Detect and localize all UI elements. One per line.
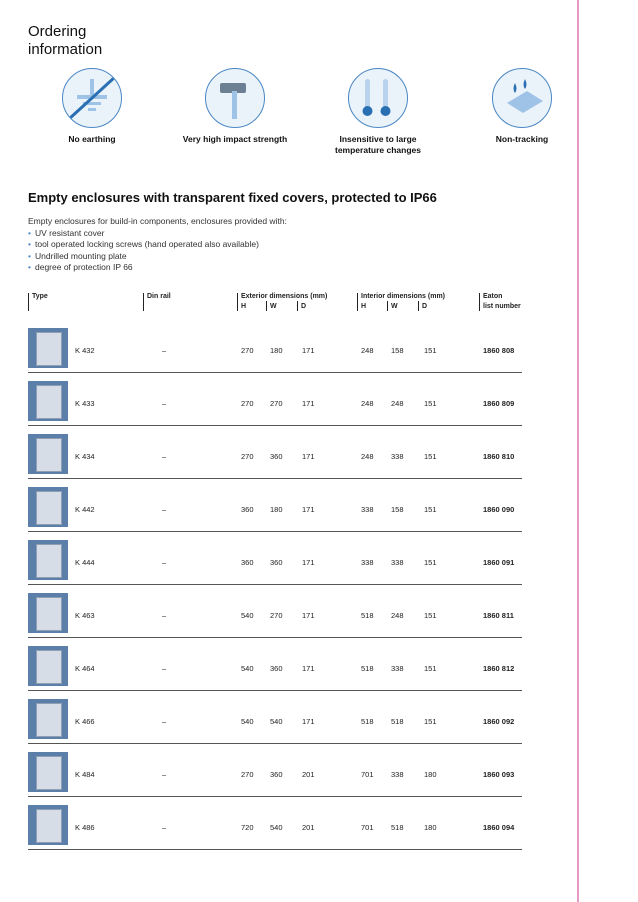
feature-no-earthing: No earthing bbox=[22, 68, 162, 145]
col-type: Type bbox=[32, 293, 48, 300]
cell-int-d: 180 bbox=[424, 770, 437, 779]
cell-type: K 444 bbox=[75, 558, 95, 567]
cell-type: K 484 bbox=[75, 770, 95, 779]
cell-ext-h: 540 bbox=[241, 717, 254, 726]
cell-int-w: 338 bbox=[391, 558, 404, 567]
enclosure-image bbox=[28, 752, 68, 792]
cell-int-d: 151 bbox=[424, 346, 437, 355]
cell-ext-d: 171 bbox=[302, 452, 315, 461]
enclosure-image bbox=[28, 646, 68, 686]
cell-int-w: 518 bbox=[391, 823, 404, 832]
cell-int-h: 338 bbox=[361, 505, 374, 514]
cell-type: K 486 bbox=[75, 823, 95, 832]
cell-int-d: 151 bbox=[424, 452, 437, 461]
cell-int-d: 151 bbox=[424, 717, 437, 726]
cell-ext-h: 720 bbox=[241, 823, 254, 832]
cell-int-h: 701 bbox=[361, 823, 374, 832]
cell-int-d: 151 bbox=[424, 558, 437, 567]
cell-int-d: 151 bbox=[424, 611, 437, 620]
cell-type: K 463 bbox=[75, 611, 95, 620]
cell-eaton: 1860 810 bbox=[483, 452, 515, 461]
cell-ext-w: 270 bbox=[270, 399, 283, 408]
cell-ext-h: 270 bbox=[241, 452, 254, 461]
cell-din-rail: – bbox=[162, 611, 167, 620]
intro-text: Empty enclosures for build-in components, enclosures provided with: • UV resistant cover • tool operated locking screws (hand operated also available) • Undrilled mounting plate • degree of protection IP 66 bbox=[28, 216, 287, 274]
cell-type: K 434 bbox=[75, 452, 95, 461]
table-row bbox=[0, 320, 577, 373]
cell-int-w: 158 bbox=[391, 505, 404, 514]
cell-type: K 442 bbox=[75, 505, 95, 514]
feature-icons bbox=[0, 68, 577, 168]
cell-eaton: 1860 811 bbox=[483, 611, 514, 620]
cell-ext-w: 360 bbox=[270, 770, 283, 779]
cell-int-w: 518 bbox=[391, 717, 404, 726]
enclosure-image bbox=[28, 434, 68, 474]
cell-int-d: 151 bbox=[424, 505, 437, 514]
cell-int-h: 248 bbox=[361, 399, 374, 408]
cell-eaton: 1860 092 bbox=[483, 717, 515, 726]
table-row bbox=[0, 426, 577, 479]
cell-ext-h: 540 bbox=[241, 611, 254, 620]
cell-int-h: 338 bbox=[361, 558, 374, 567]
cell-ext-w: 540 bbox=[270, 823, 283, 832]
cell-int-w: 248 bbox=[391, 611, 404, 620]
non-tracking-icon bbox=[492, 68, 552, 128]
bullet-item: • degree of protection IP 66 bbox=[28, 262, 287, 274]
cell-ext-h: 360 bbox=[241, 505, 254, 514]
table-row bbox=[0, 532, 577, 585]
cell-ext-d: 171 bbox=[302, 611, 315, 620]
bullet-item: • tool operated locking screws (hand operated also available) bbox=[28, 239, 287, 251]
cell-din-rail: – bbox=[162, 346, 167, 355]
cell-ext-h: 540 bbox=[241, 664, 254, 673]
col-eaton: Eaton bbox=[483, 293, 503, 300]
cell-int-w: 158 bbox=[391, 346, 404, 355]
table-row bbox=[0, 744, 577, 797]
cell-ext-d: 201 bbox=[302, 823, 315, 832]
cell-din-rail: – bbox=[162, 505, 167, 514]
cell-din-rail: – bbox=[162, 770, 167, 779]
cell-int-w: 338 bbox=[391, 664, 404, 673]
no-earthing-icon bbox=[62, 68, 122, 128]
cell-ext-d: 171 bbox=[302, 717, 315, 726]
cell-int-w: 248 bbox=[391, 399, 404, 408]
cell-eaton: 1860 090 bbox=[483, 505, 515, 514]
cell-int-w: 338 bbox=[391, 770, 404, 779]
cell-eaton: 1860 808 bbox=[483, 346, 515, 355]
enclosure-image bbox=[28, 593, 68, 633]
enclosure-image bbox=[28, 381, 68, 421]
page-heading: Ordering information bbox=[28, 23, 103, 58]
cell-ext-d: 171 bbox=[302, 664, 315, 673]
cell-ext-d: 171 bbox=[302, 505, 315, 514]
cell-ext-w: 540 bbox=[270, 717, 283, 726]
cell-ext-w: 180 bbox=[270, 505, 283, 514]
bullet-item: • Undrilled mounting plate bbox=[28, 251, 287, 263]
cell-int-h: 248 bbox=[361, 452, 374, 461]
cell-type: K 432 bbox=[75, 346, 95, 355]
cell-ext-h: 270 bbox=[241, 346, 254, 355]
enclosure-image bbox=[28, 328, 68, 368]
cell-type: K 466 bbox=[75, 717, 95, 726]
cell-ext-w: 360 bbox=[270, 452, 283, 461]
table-row bbox=[0, 373, 577, 426]
cell-eaton: 1860 091 bbox=[483, 558, 515, 567]
feature-temperature: Insensitive to large temperature changes bbox=[308, 68, 448, 156]
enclosure-image bbox=[28, 805, 68, 845]
cell-din-rail: – bbox=[162, 717, 167, 726]
col-din-rail: Din rail bbox=[147, 293, 171, 300]
cell-eaton: 1860 809 bbox=[483, 399, 515, 408]
cell-ext-w: 360 bbox=[270, 664, 283, 673]
table-row bbox=[0, 797, 577, 850]
cell-ext-w: 270 bbox=[270, 611, 283, 620]
cell-ext-w: 180 bbox=[270, 346, 283, 355]
cell-type: K 464 bbox=[75, 664, 95, 673]
cell-ext-w: 360 bbox=[270, 558, 283, 567]
cell-ext-d: 171 bbox=[302, 399, 315, 408]
hammer-icon bbox=[205, 68, 265, 128]
thermometer-icon bbox=[348, 68, 408, 128]
cell-int-h: 518 bbox=[361, 717, 374, 726]
cell-int-h: 701 bbox=[361, 770, 374, 779]
table-row bbox=[0, 638, 577, 691]
cell-int-h: 518 bbox=[361, 611, 374, 620]
cell-int-d: 151 bbox=[424, 664, 437, 673]
enclosure-image bbox=[28, 699, 68, 739]
cell-ext-h: 270 bbox=[241, 399, 254, 408]
cell-ext-d: 171 bbox=[302, 558, 315, 567]
enclosure-image bbox=[28, 540, 68, 580]
cell-int-d: 180 bbox=[424, 823, 437, 832]
section-title: Empty enclosures with transparent fixed covers, protected to IP66 bbox=[28, 190, 437, 205]
col-exterior: Exterior dimensions (mm) bbox=[241, 293, 328, 300]
cell-int-h: 518 bbox=[361, 664, 374, 673]
table-row bbox=[0, 585, 577, 638]
cell-int-w: 338 bbox=[391, 452, 404, 461]
cell-eaton: 1860 093 bbox=[483, 770, 515, 779]
cell-din-rail: – bbox=[162, 823, 167, 832]
bullet-item: • UV resistant cover bbox=[28, 228, 287, 240]
cell-eaton: 1860 812 bbox=[483, 664, 515, 673]
cell-ext-d: 171 bbox=[302, 346, 315, 355]
cell-type: K 433 bbox=[75, 399, 95, 408]
cell-ext-h: 360 bbox=[241, 558, 254, 567]
cell-din-rail: – bbox=[162, 558, 167, 567]
feature-non-tracking: Non-tracking bbox=[452, 68, 592, 145]
cell-din-rail: – bbox=[162, 664, 167, 673]
cell-din-rail: – bbox=[162, 452, 167, 461]
cell-ext-h: 270 bbox=[241, 770, 254, 779]
enclosure-image bbox=[28, 487, 68, 527]
cell-int-d: 151 bbox=[424, 399, 437, 408]
table-row bbox=[0, 479, 577, 532]
cell-int-h: 248 bbox=[361, 346, 374, 355]
cell-din-rail: – bbox=[162, 399, 167, 408]
feature-impact-strength: Very high impact strength bbox=[165, 68, 305, 145]
col-interior: Interior dimensions (mm) bbox=[361, 293, 446, 300]
table-row bbox=[0, 691, 577, 744]
cell-ext-d: 201 bbox=[302, 770, 315, 779]
cell-eaton: 1860 094 bbox=[483, 823, 515, 832]
